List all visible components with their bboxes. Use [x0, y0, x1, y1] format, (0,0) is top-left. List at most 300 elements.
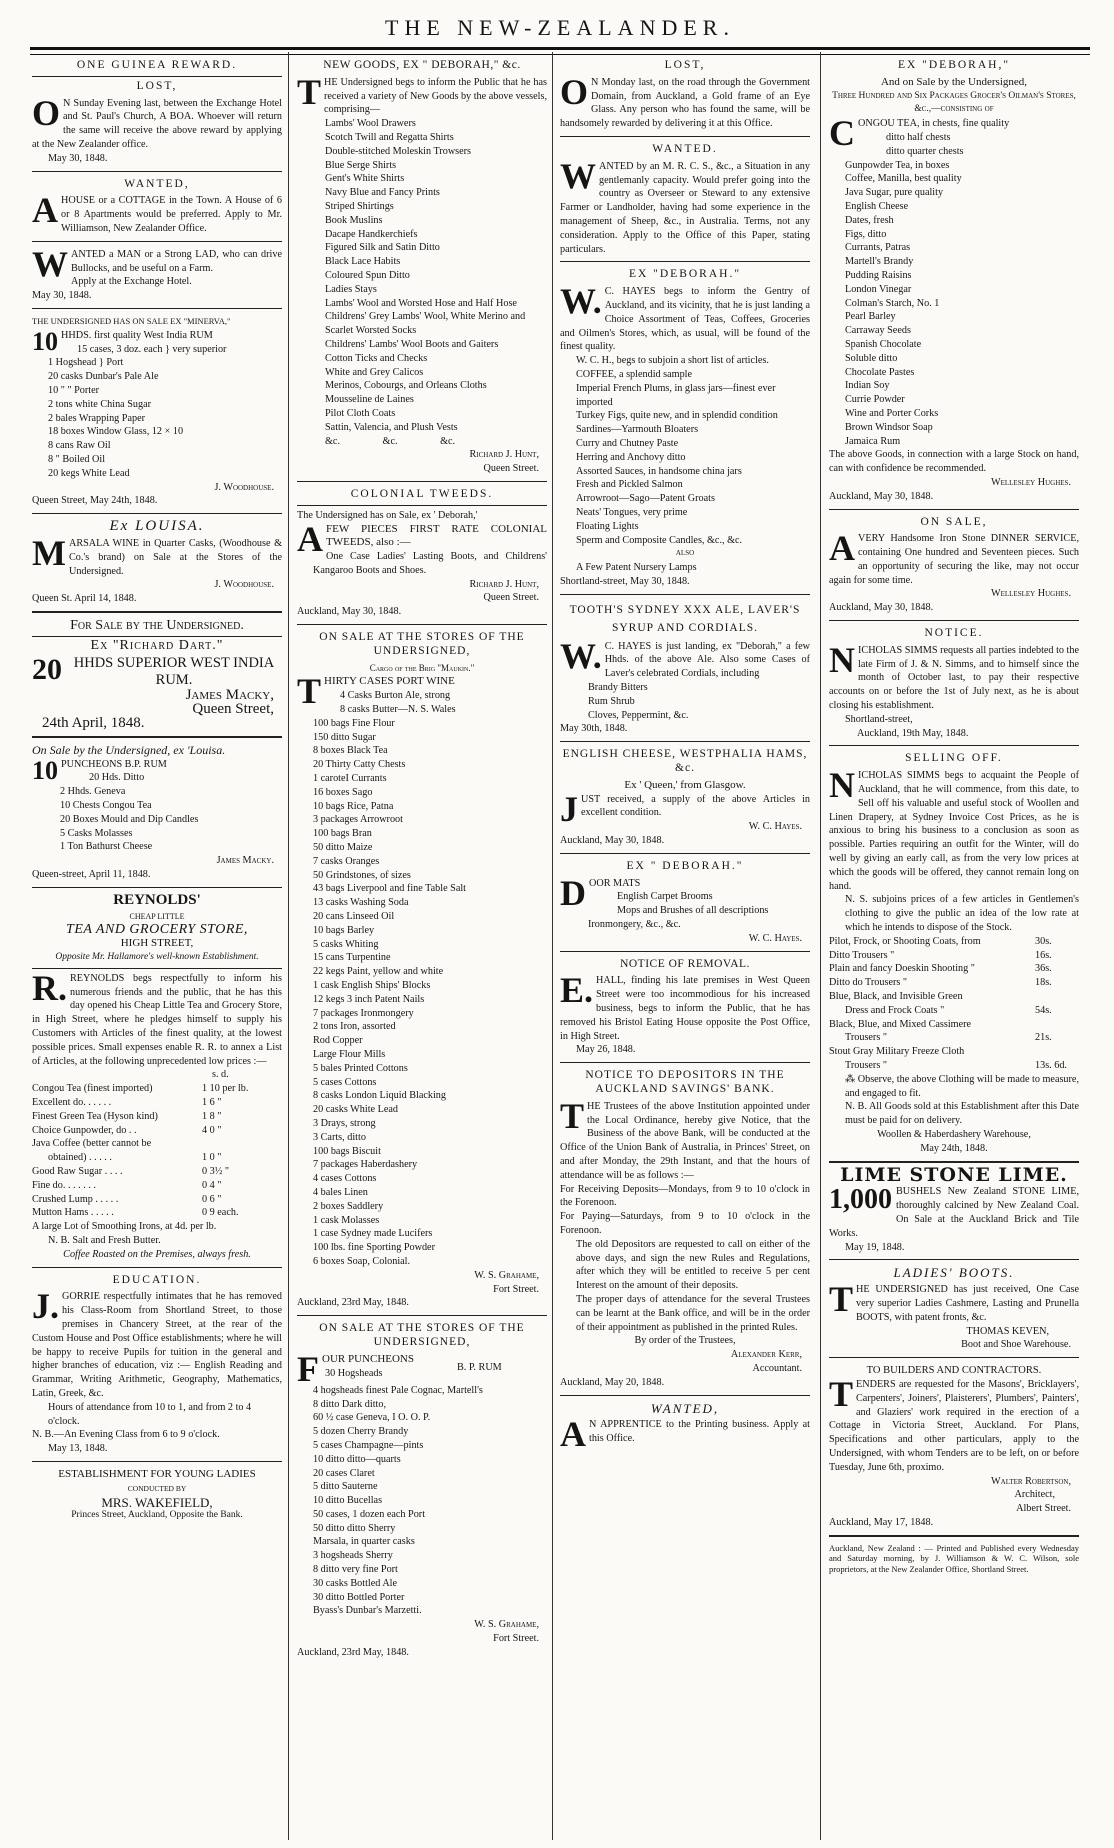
ad-item: PUNCHEONS B.P. RUM	[61, 758, 167, 770]
price-value	[202, 1137, 282, 1151]
ad-wanted-situation	[560, 143, 810, 256]
price-value: 1 0 "	[202, 1152, 222, 1164]
ad-date: Queen St. April 14, 1848.	[32, 593, 137, 605]
ad-item: 1 Hogshead } Port	[48, 357, 124, 369]
price-value: 0 6 "	[202, 1193, 222, 1205]
column-3	[560, 58, 810, 1840]
ad-item: Pilot Cloth Coats	[325, 407, 396, 419]
ad-item: Gunpowder Tea, in boxes	[845, 159, 950, 171]
ad-subheading: Opposite Mr. Hallamore's well-known Establishment.	[55, 952, 259, 963]
ad-heading: ON SALE AT THE STORES OF THE UNDERSIGNED,	[319, 631, 525, 657]
price-row	[32, 1082, 282, 1096]
column-rule	[552, 52, 553, 1840]
divider	[297, 481, 547, 482]
ad-text: For Paying—Saturdays, from 9 to 10 o'clock in the Forenoon.	[560, 1211, 810, 1236]
ad-signature: Accountant.	[752, 1362, 802, 1374]
ad-body: NICHOLAS SIMMS requests all parties indebted to the late Firm of J. & N. Simms, and to himself since the month of October last, to pay their respective accounts on or before the 1st of July next, as he is about closing his establishment.	[829, 639, 1079, 712]
ad-body: W.C. HAYES is just landing, ex "Deborah," a few Hhds. of the above Ale. Also some Cases of Laver's celebrated Cordials, including	[560, 635, 810, 680]
ad-item: 10 bags Barley	[313, 924, 375, 936]
price-value	[1035, 990, 1079, 1004]
ad-item: 50 cases, 1 dozen each Port	[313, 1508, 426, 1520]
divider	[829, 745, 1079, 746]
ad-item: 12 kegs 3 inch Patent Nails	[313, 993, 425, 1005]
ad-date: May 26, 1848.	[576, 1044, 636, 1056]
ad-item: Assorted Sauces, in handsome china jars	[576, 465, 742, 477]
ad-item: Book Muslins	[325, 214, 383, 226]
ad-body: J.GORRIE respectfully intimates that he has removed his Class-Room from Shortland Street, to those premises in Chancery Street, at the rear of the Custom House and Post Office establishments; where he will be happy to receive Pupils for tuition in the general and higher branches of education, viz :— English Reading and Grammar, Writing Arithmetic, Geography, Mathematics, Latin, Greek, &c.	[32, 1286, 282, 1399]
ad-louisa	[32, 520, 282, 606]
price-value: 16s.	[1035, 949, 1052, 961]
ad-item: 5 ditto Sauterne	[313, 1481, 378, 1493]
ad-item: 5 bales Printed Cottons	[313, 1062, 408, 1074]
ad-education	[32, 1274, 282, 1456]
ad-item: Wine and Porter Corks	[845, 407, 939, 419]
ad-body: JUST received, a supply of the above Articles in excellent condition.	[560, 788, 810, 829]
ad-lead	[297, 1348, 547, 1389]
ad-heading: EX "DEBORAH,"	[897, 59, 1011, 71]
ad-date: Auckland, May 30, 1848.	[829, 490, 934, 502]
ad-heading: EDUCATION.	[112, 1273, 202, 1286]
ad-item: 50 ditto Maize	[313, 842, 373, 854]
ad-item: 43 bags Liverpool and fine Table Salt	[313, 883, 467, 895]
ad-text: The proper days of attendance for the several Trustees can be learnt at the Bank office, and will be in the order of their appointment as published in the printed Rules.	[576, 1293, 810, 1333]
ad-item: 7 packages Haberdashery	[313, 1159, 418, 1171]
ad-date: May 30th, 1848.	[560, 723, 628, 735]
ad-item: Carraway Seeds	[845, 325, 911, 337]
ad-item: COFFEE, a splendid sample	[576, 368, 693, 380]
ad-item: Figs, ditto	[845, 228, 887, 240]
ad-item: English Cheese	[845, 200, 909, 212]
ad-text: Princes Street, Auckland, Opposite the Bank.	[71, 1510, 243, 1521]
ad-body: AVERY Handsome Iron Stone DINNER SERVICE, containing One hundred and Seventeen pieces. Such an opportunity of securing the like, may not occur again for some time.	[829, 528, 1079, 586]
ad-item: Soluble ditto	[845, 352, 898, 364]
ad-item: 10 bags Rice, Patna	[313, 800, 394, 812]
divider	[560, 853, 810, 854]
ad-subheading: Ex ' Queen,' from Glasgow.	[624, 778, 746, 791]
price-row	[32, 1165, 282, 1179]
ad-item: Imperial French Plums, in glass jars—finest ever imported	[576, 382, 776, 408]
ad-item: 6 boxes Soap, Colonial.	[313, 1255, 411, 1267]
ad-item: B. P. RUM	[457, 1362, 502, 1374]
ad-item: 13 casks Washing Soda	[313, 897, 409, 909]
ad-item: 5 casks Whiting	[313, 938, 379, 950]
price-item: Ditto Trousers "	[829, 949, 895, 961]
price-item: Excellent do. . . . . .	[32, 1097, 112, 1108]
ad-signature: Wellesley Hughes.	[990, 588, 1071, 600]
ad-wanted-man	[32, 243, 282, 303]
masthead-rule	[30, 47, 1090, 55]
ad-text: A large Lot of Smoothing Irons, at 4d. per lb.	[32, 1221, 217, 1233]
ad-body: ON Monday last, on the road through the Government Domain, from Auckland, a Gold frame of an Eye Glass. Any person who has found the same, will be handsomely rewarded by delivering it at this Office.	[560, 71, 810, 130]
ad-heading: NOTICE.	[924, 627, 984, 640]
ad-date: May 30, 1848.	[48, 152, 108, 164]
ad-item: Curry and Chutney Paste	[576, 437, 679, 449]
ad-body: R.REYNOLDS begs respectfully to inform his numerous friends and the public, that he has this day opened his Cheap Little Tea and Grocery Store, in High Street, where he pledges himself to supply his Customers with Articles of the finest quality, at the lowest possible prices. Small expenses enable R. R. to annex a List of Articles, at the following unprecedented low prices :—	[32, 967, 282, 1067]
column-rule	[288, 52, 289, 1840]
divider	[32, 76, 282, 77]
price-row	[829, 1059, 1079, 1073]
price-value: 1 8 "	[202, 1110, 222, 1122]
ad-wanted-apprentice	[560, 1400, 810, 1455]
ad-item: 100 bags Biscuit	[313, 1145, 381, 1157]
divider	[560, 1395, 810, 1396]
column-1	[32, 58, 282, 1840]
ad-wakefield	[32, 1468, 282, 1523]
ad-item: 7 casks Oranges	[313, 855, 380, 867]
ad-body: W.C. HAYES begs to inform the Gentry of Auckland, and its vicinity, that he is just landing a Choice Assortment of Teas, Coffees, Groceries and Oilmen's Stores, which, as usual, will be found of the finest quality.	[560, 281, 810, 353]
price-value: 36s.	[1035, 963, 1052, 975]
ad-date: Auckland, May 17, 1848.	[829, 1516, 934, 1528]
price-row	[32, 1137, 282, 1151]
ad-maukin	[297, 631, 547, 1310]
price-row	[32, 1110, 282, 1124]
ad-item: Lambs' Wool and Worsted Hose and Half Hose	[325, 297, 517, 309]
ad-lime-stone	[829, 1163, 1079, 1255]
ad-date: Auckland, 19th May, 1848.	[857, 727, 969, 739]
ad-item: 1 caroteI Currants	[313, 773, 387, 785]
price-item: Plain and fancy Doeskin Shooting "	[829, 963, 975, 975]
ad-body: BUSHELS New Zealand STONE LIME, thoroughly calcined by New Zealand Coal. On Sale at the Auckland Brick and Tile Works.	[829, 1186, 1079, 1239]
ad-item: Striped Shirtings	[325, 200, 394, 212]
ad-signature: Richard J. Hunt,	[469, 449, 539, 461]
ad-text: ALSO	[675, 549, 695, 558]
price-item: Mutton Hams . . . . .	[32, 1207, 114, 1219]
ad-notice-removal	[560, 958, 810, 1058]
ad-item: 3 Carts, ditto	[313, 1131, 366, 1143]
ad-item: Ironmongery, &c., &c.	[588, 919, 681, 931]
ad-item: 30 ditto Bottled Porter	[313, 1591, 405, 1603]
price-row	[32, 1179, 282, 1193]
ad-signature: Architect,	[1014, 1489, 1055, 1501]
price-row	[829, 949, 1079, 963]
price-item: Blue, Black, and Invisible Green	[829, 991, 963, 1002]
ad-item: 20 cases Claret	[313, 1467, 375, 1479]
ad-body: NICHOLAS SIMMS begs to acquaint the People of Auckland, that he will commence, from this date, to Sell off his valuable and useful stock of Woollen and Linen Drapery, at Sydney Invoice Cost Prices, as he is anxious to bring his business to a conclusion as soon as possible. Parties requiring an outfit for the Winter, will do well by giving an early call, as from the very low prices at which the goods will be offered, they cannot remain long on hand.	[829, 765, 1079, 892]
ad-item: 8 boxes Black Tea	[313, 745, 388, 757]
ad-heading: EX "DEBORAH."	[628, 268, 742, 281]
ad-text: ⁂ Observe, the above Clothing will be made to measure, and engaged to fit.	[845, 1073, 1079, 1099]
ad-item: 8 " Boiled Oil	[48, 453, 106, 465]
ad-body: WANTED by an M. R. C. S., &c., a Situation in any gentlemanly capacity. Would prefer going into the country as Overseer or Steward to any extensive Farmer or Landholder, having had some experience in the management of Sheep, &c., in Australia. Terms, not any consideration. Apply to the Office of this Paper, stating particulars.	[560, 155, 810, 255]
ad-item: Brandy Bitters	[588, 682, 648, 694]
ad-item: Large Flour Mills	[313, 1048, 386, 1060]
ad-signature: J. Woodhouse.	[214, 481, 274, 493]
ad-item: English Carpet Brooms	[617, 891, 713, 903]
ad-item: Navy Blue and Fancy Prints	[325, 187, 440, 199]
price-item: Choice Gunpowder, do . .	[32, 1124, 137, 1136]
ad-text: Woollen & Haberdashery Warehouse,	[877, 1128, 1031, 1140]
ad-item: Brown Windsor Soap	[845, 421, 933, 433]
ad-item: Scotch Twill and Regatta Shirts	[325, 131, 454, 143]
ad-selling-off	[829, 752, 1079, 1155]
ad-signature: James Macky.	[216, 855, 274, 867]
ad-date: May 30, 1848.	[32, 290, 92, 302]
divider	[32, 611, 282, 613]
ad-puncheons	[297, 1322, 547, 1660]
divider	[560, 136, 810, 137]
ad-item: Byass's Dunbar's Marzetti.	[313, 1605, 422, 1617]
ad-minerva	[32, 315, 282, 508]
ad-date: Auckland, 23rd May, 1848.	[297, 1646, 409, 1658]
ad-item: 18 boxes Window Glass, 12 × 10	[48, 426, 184, 438]
ad-item: 20 casks White Lead	[313, 1104, 398, 1116]
ad-date: Auckland, May 30, 1848.	[297, 606, 402, 618]
ad-item: 20 Boxes Mould and Dip Candles	[60, 813, 199, 825]
ad-body: HHDS SUPERIOR WEST INDIA RUM.	[73, 655, 275, 689]
ad-item: Sperm and Composite Candles, &c., &c.	[576, 534, 743, 546]
ad-item: 20 casks Dunbar's Pale Ale	[48, 371, 159, 383]
price-row	[829, 990, 1079, 1004]
ad-english-cheese	[560, 748, 810, 848]
price-value: 18s.	[1035, 977, 1052, 989]
price-row	[829, 1045, 1079, 1059]
price-row	[829, 1004, 1079, 1018]
price-item: obtained) . . . . .	[48, 1152, 112, 1164]
price-value	[1035, 1045, 1079, 1059]
ad-item: Coffee, Manilla, best quality	[845, 173, 962, 185]
price-item: Black, Blue, and Mixed Cassimere	[829, 1018, 972, 1030]
ad-date: May 13, 1848.	[48, 1443, 108, 1455]
ad-item: 2 bales Wrapping Paper	[48, 412, 146, 424]
ad-item: Neats' Tongues, very prime	[576, 506, 688, 518]
ad-signature: James Macky,	[185, 687, 274, 704]
ad-new-goods	[297, 59, 547, 476]
column-rule	[820, 52, 821, 1840]
ad-heading: EX " DEBORAH."	[626, 859, 744, 872]
ad-item: 3 Drays, strong	[313, 1117, 376, 1129]
ad-body: THE Undersigned begs to inform the Public that he has received a variety of New Goods by the above vessels, comprising—	[297, 71, 547, 116]
ad-item: 8 casks Butter—N. S. Wales	[340, 704, 456, 716]
ad-text: For Receiving Deposits—Mondays, from 9 to 10 o'clock in the Forenoon.	[560, 1183, 810, 1209]
ad-item: Herring and Anchovy ditto	[576, 451, 686, 463]
ad-heading: TO BUILDERS AND CONTRACTORS.	[866, 1365, 1042, 1377]
ad-heading: LOST,	[664, 59, 706, 71]
ad-item: 2 tons white China Sugar	[48, 398, 151, 410]
ad-date: Queen Street, May 24th, 1848.	[32, 495, 158, 507]
ad-item: A Few Patent Nursery Lamps	[576, 562, 697, 574]
price-item: Fine do. . . . . . .	[32, 1179, 96, 1191]
ad-item: 100 lbs. fine Sporting Powder	[313, 1242, 435, 1254]
ad-item: 1 cask English Ships' Blocks	[313, 980, 431, 991]
ad-item: Currants, Patras	[845, 242, 911, 254]
ad-item: 1 case Sydney made Lucifers	[313, 1228, 433, 1240]
divider	[297, 1315, 547, 1316]
price-value: 21s.	[1035, 1032, 1052, 1044]
ad-item: Currie Powder	[845, 394, 905, 406]
ad-item: Lambs' Wool Drawers	[325, 118, 416, 130]
divider	[560, 594, 810, 595]
ad-wanted-house	[32, 178, 282, 236]
ad-item: Merinos, Cobourgs, and Orleans Cloths	[325, 380, 487, 392]
ad-heading: THE UNDERSIGNED HAS ON SALE EX "MINERVA,"	[32, 315, 231, 326]
ad-item: Cloves, Peppermint, &c.	[588, 709, 689, 721]
ad-subheading: And on Sale by the Undersigned,	[880, 75, 1028, 88]
divider	[829, 620, 1079, 621]
ad-notice-simms	[829, 627, 1079, 740]
ad-item: Pudding Raisins	[845, 269, 912, 281]
ad-item: Blue Serge Shirts	[325, 159, 397, 171]
ad-item: Java Sugar, pure quality	[845, 187, 944, 199]
ad-heading: NOTICE TO DEPOSITORS IN THE AUCKLAND SAVINGS' BANK.	[585, 1069, 785, 1095]
ad-item: 10 ditto ditto—quarts	[313, 1453, 401, 1465]
price-value: 13s. 6d.	[1035, 1059, 1067, 1071]
divider	[560, 741, 810, 742]
ad-item: &c. &c. &c.	[325, 435, 456, 447]
price-value: 0 9 each.	[202, 1207, 239, 1219]
ad-heading: ONE GUINEA REWARD.	[76, 59, 238, 71]
ad-item: Martell's Brandy	[845, 256, 914, 268]
ad-date: Queen-street, April 11, 1848.	[32, 869, 151, 881]
ad-item: Cotton Ticks and Checks	[325, 352, 428, 364]
ad-item: 2 Hhds. Geneva	[60, 786, 126, 798]
ad-subheading: LOST,	[136, 79, 178, 92]
ad-door-mats	[560, 860, 810, 946]
price-item: Ditto do Trousers "	[829, 977, 908, 989]
divider	[829, 1535, 1079, 1537]
ad-item: Double-stitched Moleskin Trowsers	[325, 145, 472, 157]
ad-item: Mousseline de Laines	[325, 394, 414, 406]
price-row	[829, 1031, 1079, 1045]
ad-subheading: CONDUCTED BY	[127, 1483, 187, 1493]
ad-heading: NEW GOODS, EX " DEBORAH," &c.	[323, 59, 521, 71]
price-row	[32, 1193, 282, 1207]
price-value: 4 0 "	[202, 1124, 222, 1136]
ad-item: London Vinegar	[845, 283, 912, 295]
ad-item: Chocolate Pastes	[845, 366, 915, 378]
ad-item: 7 packages Ironmongery	[313, 1007, 414, 1019]
divider	[560, 951, 810, 952]
divider	[560, 261, 810, 262]
divider	[32, 241, 282, 242]
ad-text: Shortland-street,	[845, 713, 913, 725]
ad-item: Arrowroot—Sago—Patent Groats	[576, 493, 715, 505]
divider	[32, 171, 282, 172]
ad-body: E.HALL, finding his late premises in West Queen Street were too incommodious for his increased business, begs to inform the Public, that he has removed his Bristol Eating House opposite the Post Office, in High Street.	[560, 970, 810, 1042]
ad-subheading: TEA AND GROCERY STORE,	[66, 922, 248, 938]
ad-item: 8 casks London Liquid Blacking	[313, 1090, 446, 1102]
ad-item: Childrens' Grey Lambs' Wool, White Merino and Scarlet Worsted Socks	[325, 311, 526, 337]
ad-item: 30 Hogsheads	[325, 1367, 383, 1379]
ad-item: 1 cask Molasses	[313, 1214, 380, 1226]
price-row	[829, 962, 1079, 976]
ad-heading: ON SALE,	[920, 515, 988, 528]
price-value: 0 4 "	[202, 1179, 222, 1191]
ad-text: By order of the Trustees,	[634, 1335, 736, 1347]
ad-richard-dart	[32, 619, 282, 731]
ad-item: 20 kegs White Lead	[48, 467, 130, 479]
price-value: 1 6 "	[202, 1097, 222, 1108]
ad-signature: Queen Street,	[192, 701, 274, 718]
ad-item: Dacape Handkerchiefs	[325, 228, 418, 240]
ad-text: The above Goods, in connection with a large Stock on hand, can with confidence be recommended.	[829, 449, 1079, 475]
ad-item: 60 ½ case Geneva, I O. O. P.	[313, 1412, 431, 1424]
ad-item: 20 Thirty Catty Chests	[313, 759, 406, 771]
ad-item: 100 bags Fine Flour	[313, 717, 395, 729]
ad-signature: W. C. Hayes.	[748, 932, 802, 944]
ad-item: Colman's Starch, No. 1	[845, 297, 940, 309]
divider	[32, 968, 282, 969]
ad-subheading: Cargo of the Brig "Maukin."	[369, 662, 475, 673]
price-value: 0 3½ "	[202, 1165, 230, 1177]
ad-guinea-reward	[32, 59, 282, 166]
ad-item: Dates, fresh	[845, 214, 894, 226]
ad-text: N. B. Salt and Fresh Butter.	[48, 1234, 161, 1246]
ad-heading: REYNOLDS'	[113, 891, 201, 908]
ad-item: Childrens' Lambs' Wool Boots and Gaiters	[325, 338, 499, 350]
divider	[32, 308, 282, 309]
ad-heading: WANTED,	[650, 1400, 720, 1416]
column-2	[297, 58, 547, 1840]
ad-text: The Undersigned has on Sale, ex ' Deborah,'	[297, 509, 478, 521]
ad-item: 8 ditto very fine Port	[313, 1564, 398, 1576]
ad-tooths-ale	[560, 601, 810, 737]
ad-item: 20 Hds. Ditto	[89, 772, 145, 784]
ad-body: THE Trustees of the above Institution appointed under the Local Ordinance, hereby give Notice, that the Business of the above Bank, will be conducted at the Office of the Union Bank of Australia, in Princes' Street, on and after Monday, the 29th Instant, and that the hours of attendance will be as follows :—	[560, 1095, 810, 1181]
ad-body: MARSALA WINE in Quarter Casks, (Woodhouse & Co.'s brand) on Sale at the Stores of the Undersigned.	[32, 532, 282, 577]
ad-date: Auckland, May 30, 1848.	[560, 835, 665, 847]
ad-hughes-deborah	[829, 59, 1079, 504]
ad-item: 10 ditto Bucellas	[313, 1495, 383, 1507]
ad-date: Auckland, May 20, 1848.	[560, 1376, 665, 1388]
ad-builders	[829, 1364, 1079, 1530]
masthead-title: THE NEW-ZEALANDER.	[385, 15, 735, 40]
ad-item: 2 tons Iron, assorted	[313, 1021, 396, 1033]
price-row	[829, 935, 1079, 949]
ad-item: Ladies Stays	[325, 283, 377, 295]
ad-item: 150 ditto Sugar	[313, 731, 376, 743]
divider	[297, 505, 547, 506]
ad-signature: Richard J. Hunt,	[469, 578, 539, 590]
ad-heading: LIME STONE LIME.	[840, 1163, 1068, 1186]
ad-item: 30 casks Bottled Ale	[313, 1577, 398, 1589]
divider	[297, 624, 547, 625]
price-item: Trousers "	[845, 1059, 887, 1071]
ad-item: 4 Casks Burton Ale, strong	[340, 690, 451, 702]
ad-text: Apply at the Exchange Hotel.	[71, 276, 192, 288]
ad-heading: TOOTH'S SYDNEY XXX ALE, LAVER'S SYRUP AND CORDIALS.	[569, 603, 801, 634]
price-row	[829, 1018, 1079, 1032]
ad-subheading: HIGH STREET,	[120, 937, 194, 950]
price-item: Java Coffee (better cannot be	[32, 1138, 152, 1150]
ad-item: Sattin, Valencia, and Plush Vests	[325, 421, 458, 433]
divider	[829, 1357, 1079, 1358]
ad-item: Gent's White Shirts	[325, 173, 405, 185]
ad-signature: W. S. Grahame,	[474, 1269, 539, 1281]
price-item: Crushed Lump . . . . .	[32, 1193, 119, 1205]
ad-heading: WANTED.	[652, 142, 718, 155]
price-item: Stout Gray Military Freeze Cloth	[829, 1046, 965, 1058]
ad-item: Floating Lights	[576, 520, 639, 532]
ad-heading: For Sale by the Undersigned.	[70, 617, 244, 633]
ad-item: 3 packages Arrowroot	[313, 814, 403, 826]
ad-lost-eyeglass	[560, 59, 810, 131]
ad-text: Coffee Roasted on the Premises, always fresh.	[63, 1248, 251, 1260]
ad-subheading: Three Hundred and Six Packages Grocer's Oilman's Stores, &c.,—consisting of	[832, 90, 1076, 115]
ad-signature: W. C. Hayes.	[748, 821, 802, 833]
ad-item: Fresh and Pickled Salmon	[576, 479, 683, 491]
ad-reynolds	[32, 891, 282, 1262]
ad-text: N. B. All Goods sold at this Establishment after this Date must be paid for on delivery.	[845, 1101, 1079, 1127]
ad-item: 5 dozen Cherry Brandy	[313, 1426, 409, 1438]
ad-item: Mops and Brushes of all descriptions	[617, 905, 769, 917]
ad-number: 20	[32, 653, 62, 687]
ad-text: The old Depositors are requested to call on either of the above days, and sign the new Rules and Regulations, after which they will be entitled to receive 5 per cent Interest on the amount of their deposits.	[576, 1238, 810, 1292]
ad-signature: Fort Street.	[493, 1633, 539, 1645]
ad-item: Pearl Barley	[845, 311, 896, 323]
ad-heading: ESTABLISHMENT FOR YOUNG LADIES	[58, 1467, 256, 1480]
ad-signature: J. Woodhouse.	[214, 579, 274, 591]
ad-item: 8 cans Raw Oil	[48, 440, 111, 452]
